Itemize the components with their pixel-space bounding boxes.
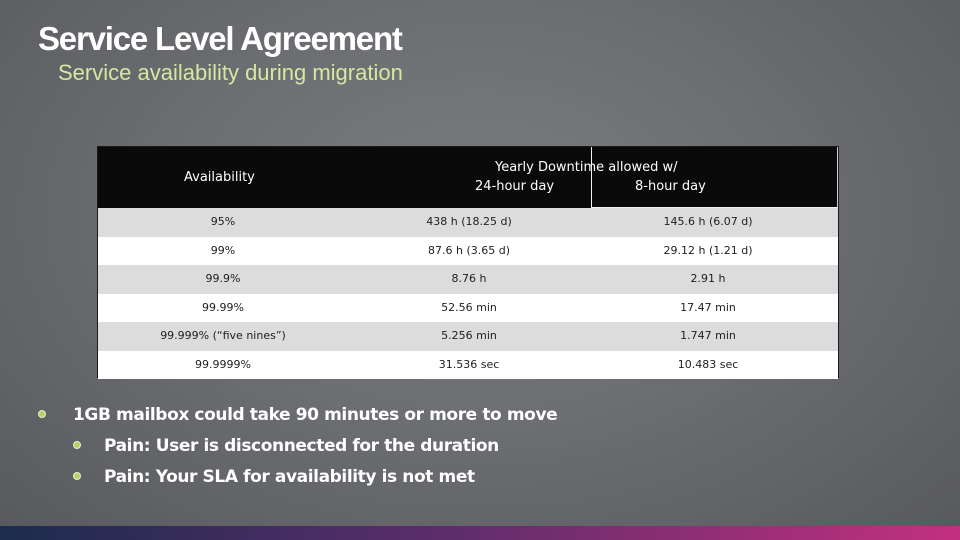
header-yearly-downtime: Yearly Downtime allowed w/ [495,160,678,175]
header-8-hour-day: 8-hour day [635,179,706,194]
table-row [98,237,838,266]
header-availability: Availability [184,170,255,185]
cell-availability: 99.9999% [195,357,251,371]
cell-availability: 99.999% (“five nines”) [160,329,286,342]
cell-8-hour: 1.747 min [680,329,736,342]
cell-availability: 99.9% [205,272,241,285]
cell-availability: 99.99% [202,300,244,314]
cell-availability: 95% [210,215,236,228]
slide-title: Service Level Agreement [38,20,402,57]
cell-8-hour: 29.12 h (1.21 d) [663,243,753,257]
table-row [98,294,838,323]
bullet-dot-icon [38,410,46,418]
table-row [98,351,838,380]
cell-24-hour: 438 h (18.25 d) [426,215,512,228]
cell-availability: 99% [210,243,236,257]
cell-24-hour: 5.256 min [441,329,497,342]
bullet-main: 1GB mailbox could take 90 minutes or more to move [73,405,558,425]
cell-24-hour: 52.56 min [441,300,497,314]
footer-gradient-bar [0,526,960,540]
table-row [98,322,838,351]
table-row [98,265,838,294]
cell-8-hour: 2.91 h [690,272,726,285]
bullet-sub-2: Pain: Your SLA for availability is not met [104,467,475,487]
table-row [98,208,838,237]
cell-24-hour: 8.76 h [451,272,487,285]
sla-table [97,146,839,378]
table-header-notch [591,147,838,208]
cell-8-hour: 17.47 min [680,300,736,314]
cell-8-hour: 145.6 h (6.07 d) [663,215,753,228]
cell-24-hour: 31.536 sec [438,357,500,371]
bullet-dot-icon [73,441,81,449]
cell-8-hour: 10.483 sec [677,357,739,371]
slide-subtitle: Service availability during migration [58,60,403,85]
header-24-hour-day: 24-hour day [475,179,555,194]
table-header [98,147,838,208]
bullet-dot-icon [73,472,81,480]
table-body [98,208,838,379]
bullet-sub-1: Pain: User is disconnected for the duration [104,436,499,456]
cell-24-hour: 87.6 h (3.65 d) [427,243,511,257]
